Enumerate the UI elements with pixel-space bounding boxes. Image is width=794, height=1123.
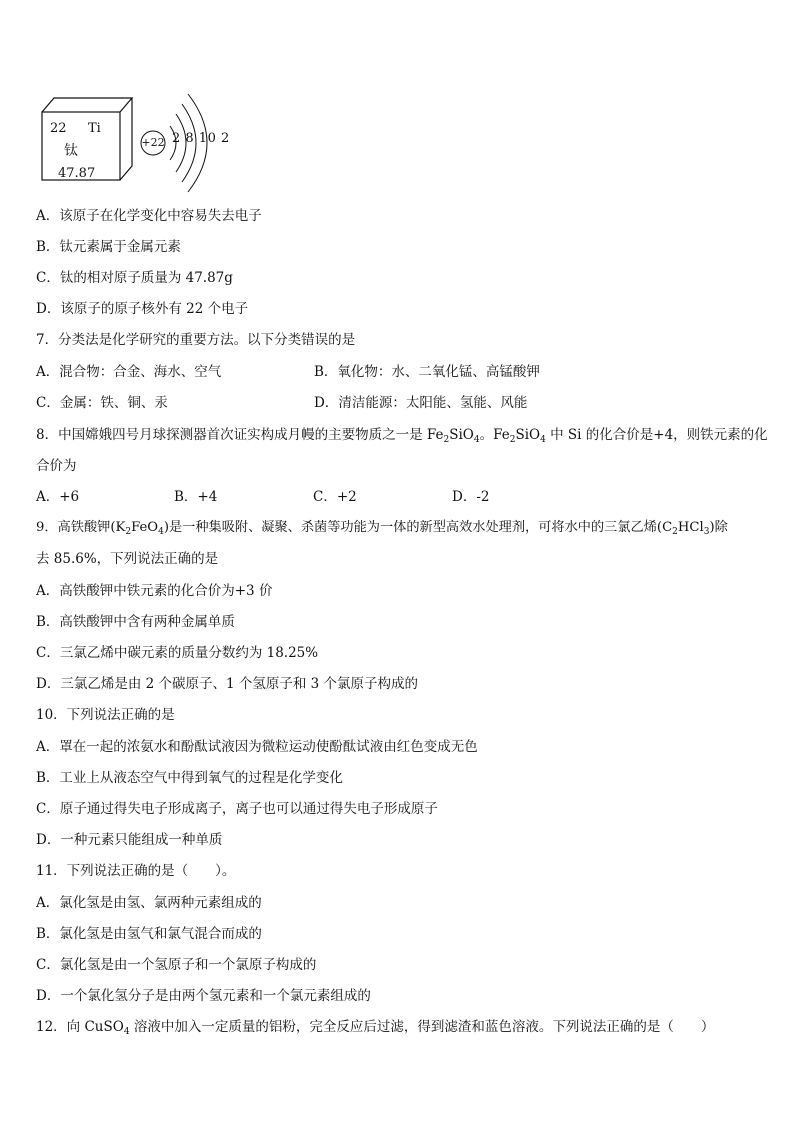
q8-stem-line2: 合价为 [36,458,77,474]
q12-sub-1: 4 [123,1027,130,1037]
q9-text-3: )是一种集吸附、凝聚、杀菌等功能为一体的新型高效水处理剂，可将水中的三氯乙烯(C [163,520,673,535]
q7-stem: 7．分类法是化学研究的重要方法。以下分类错误的是 [36,332,356,348]
q8-sub-1: 2 [443,435,450,445]
q8-option-d: D．-2 [452,489,490,505]
q8-text-2: SiO [449,427,474,443]
q10-option-d: D．一种元素只能组成一种单质 [36,832,223,848]
q10-stem: 10．下列说法正确的是 [36,707,175,723]
q9-stem [36,518,728,538]
q8-sub-3: 2 [509,435,516,445]
q8-text-3: 。Fe [479,427,510,443]
q10-option-a: A．罩在一起的浓氨水和酚酞试液因为微粒运动使酚酞试液由红色变成无色 [36,739,478,755]
q7-option-d: D．清洁能源：太阳能、氢能、风能 [314,395,528,411]
q9-text-4: HCl [677,520,704,535]
q9-text-2: FeO [131,520,159,535]
q8-text-1: 8．中国嫦娥四号月球探测器首次证实构成月幔的主要物质之一是 Fe [36,427,444,443]
q12-text-2: 溶液中加入一定质量的铝粉，完全反应后过滤，得到滤渣和蓝色溶液。下列说法正确的是（ ） [129,1019,715,1035]
q9-sub-4: 3 [703,527,710,537]
q8-stem [36,425,768,445]
q6-option-d: D．该原子的原子核外有 22 个电子 [36,301,249,317]
q6-option-c: C．钛的相对原子质量为 47.87g [36,270,233,286]
q10-option-b: B．工业上从液态空气中得到氧气的过程是化学变化 [36,770,343,786]
q9-option-b: B．高铁酸钾中含有两种金属单质 [36,614,235,630]
q9-sub-1: 2 [125,527,132,537]
q9-sub-3: 2 [672,527,678,537]
atomic-mass: 47.87 [58,166,96,181]
q11-option-a: A．氯化氢是由氢、氯两种元素组成的 [36,895,262,911]
q11-option-d: D．一个氯化氢分子是由两个氢元素和一个氯元素组成的 [36,988,371,1004]
q11-stem: 11．下列说法正确的是（ ）。 [36,863,236,879]
q8-option-c: C．+2 [313,489,357,505]
element-name: 钛 [64,143,78,159]
element-symbol: Ti [88,121,101,136]
q8-option-b: B．+4 [174,489,218,505]
nucleus-charge: +22 [141,136,165,149]
electron-shells: 2 8 10 2 [172,131,230,146]
atomic-number: 22 [50,121,67,136]
q9-option-d: D．三氯乙烯是由 2 个碳原子、1 个氢原子和 3 个氯原子构成的 [36,676,419,692]
q9-sub-2: 4 [158,527,164,537]
q8-text-5: 中 Si 的化合价是+4，则铁元素的化 [545,427,768,443]
q8-text-4: SiO [515,427,541,443]
q8-option-a: A．+6 [36,489,80,505]
q9-option-c: C．三氯乙烯中碳元素的质量分数约为 18.25% [36,645,319,661]
q8-sub-4: 4 [540,435,546,445]
q9-text-1: 9．高铁酸钾(K [36,520,126,535]
q9-option-a: A．高铁酸钾中铁元素的化合价为+3 价 [36,583,273,599]
q7-option-c: C．金属：铁、铜、汞 [36,395,168,411]
q6-option-a: A．该原子在化学变化中容易失去电子 [36,208,262,224]
q6-option-b: B．钛元素属于金属元素 [36,239,181,255]
q11-option-c: C．氯化氢是由一个氢原子和一个氯原子构成的 [36,957,317,973]
q12-text-1: 12．向 CuSO [36,1019,124,1035]
q10-option-c: C．原子通过得失电子形成离子，离子也可以通过得失电子形成原子 [36,801,438,817]
q9-text-5: )除 [709,520,728,535]
q7-option-b: B．氧化物：水、二氧化锰、高锰酸钾 [314,364,540,380]
q9-stem-line2: 去 85.6%，下列说法正确的是 [36,551,219,567]
q12-stem [36,1017,714,1037]
q8-sub-2: 4 [473,435,480,445]
titanium-figure [36,88,236,204]
q11-option-b: B．氯化氢是由氢气和氯气混合而成的 [36,926,262,942]
q7-option-a: A．混合物：合金、海水、空气 [36,364,222,380]
